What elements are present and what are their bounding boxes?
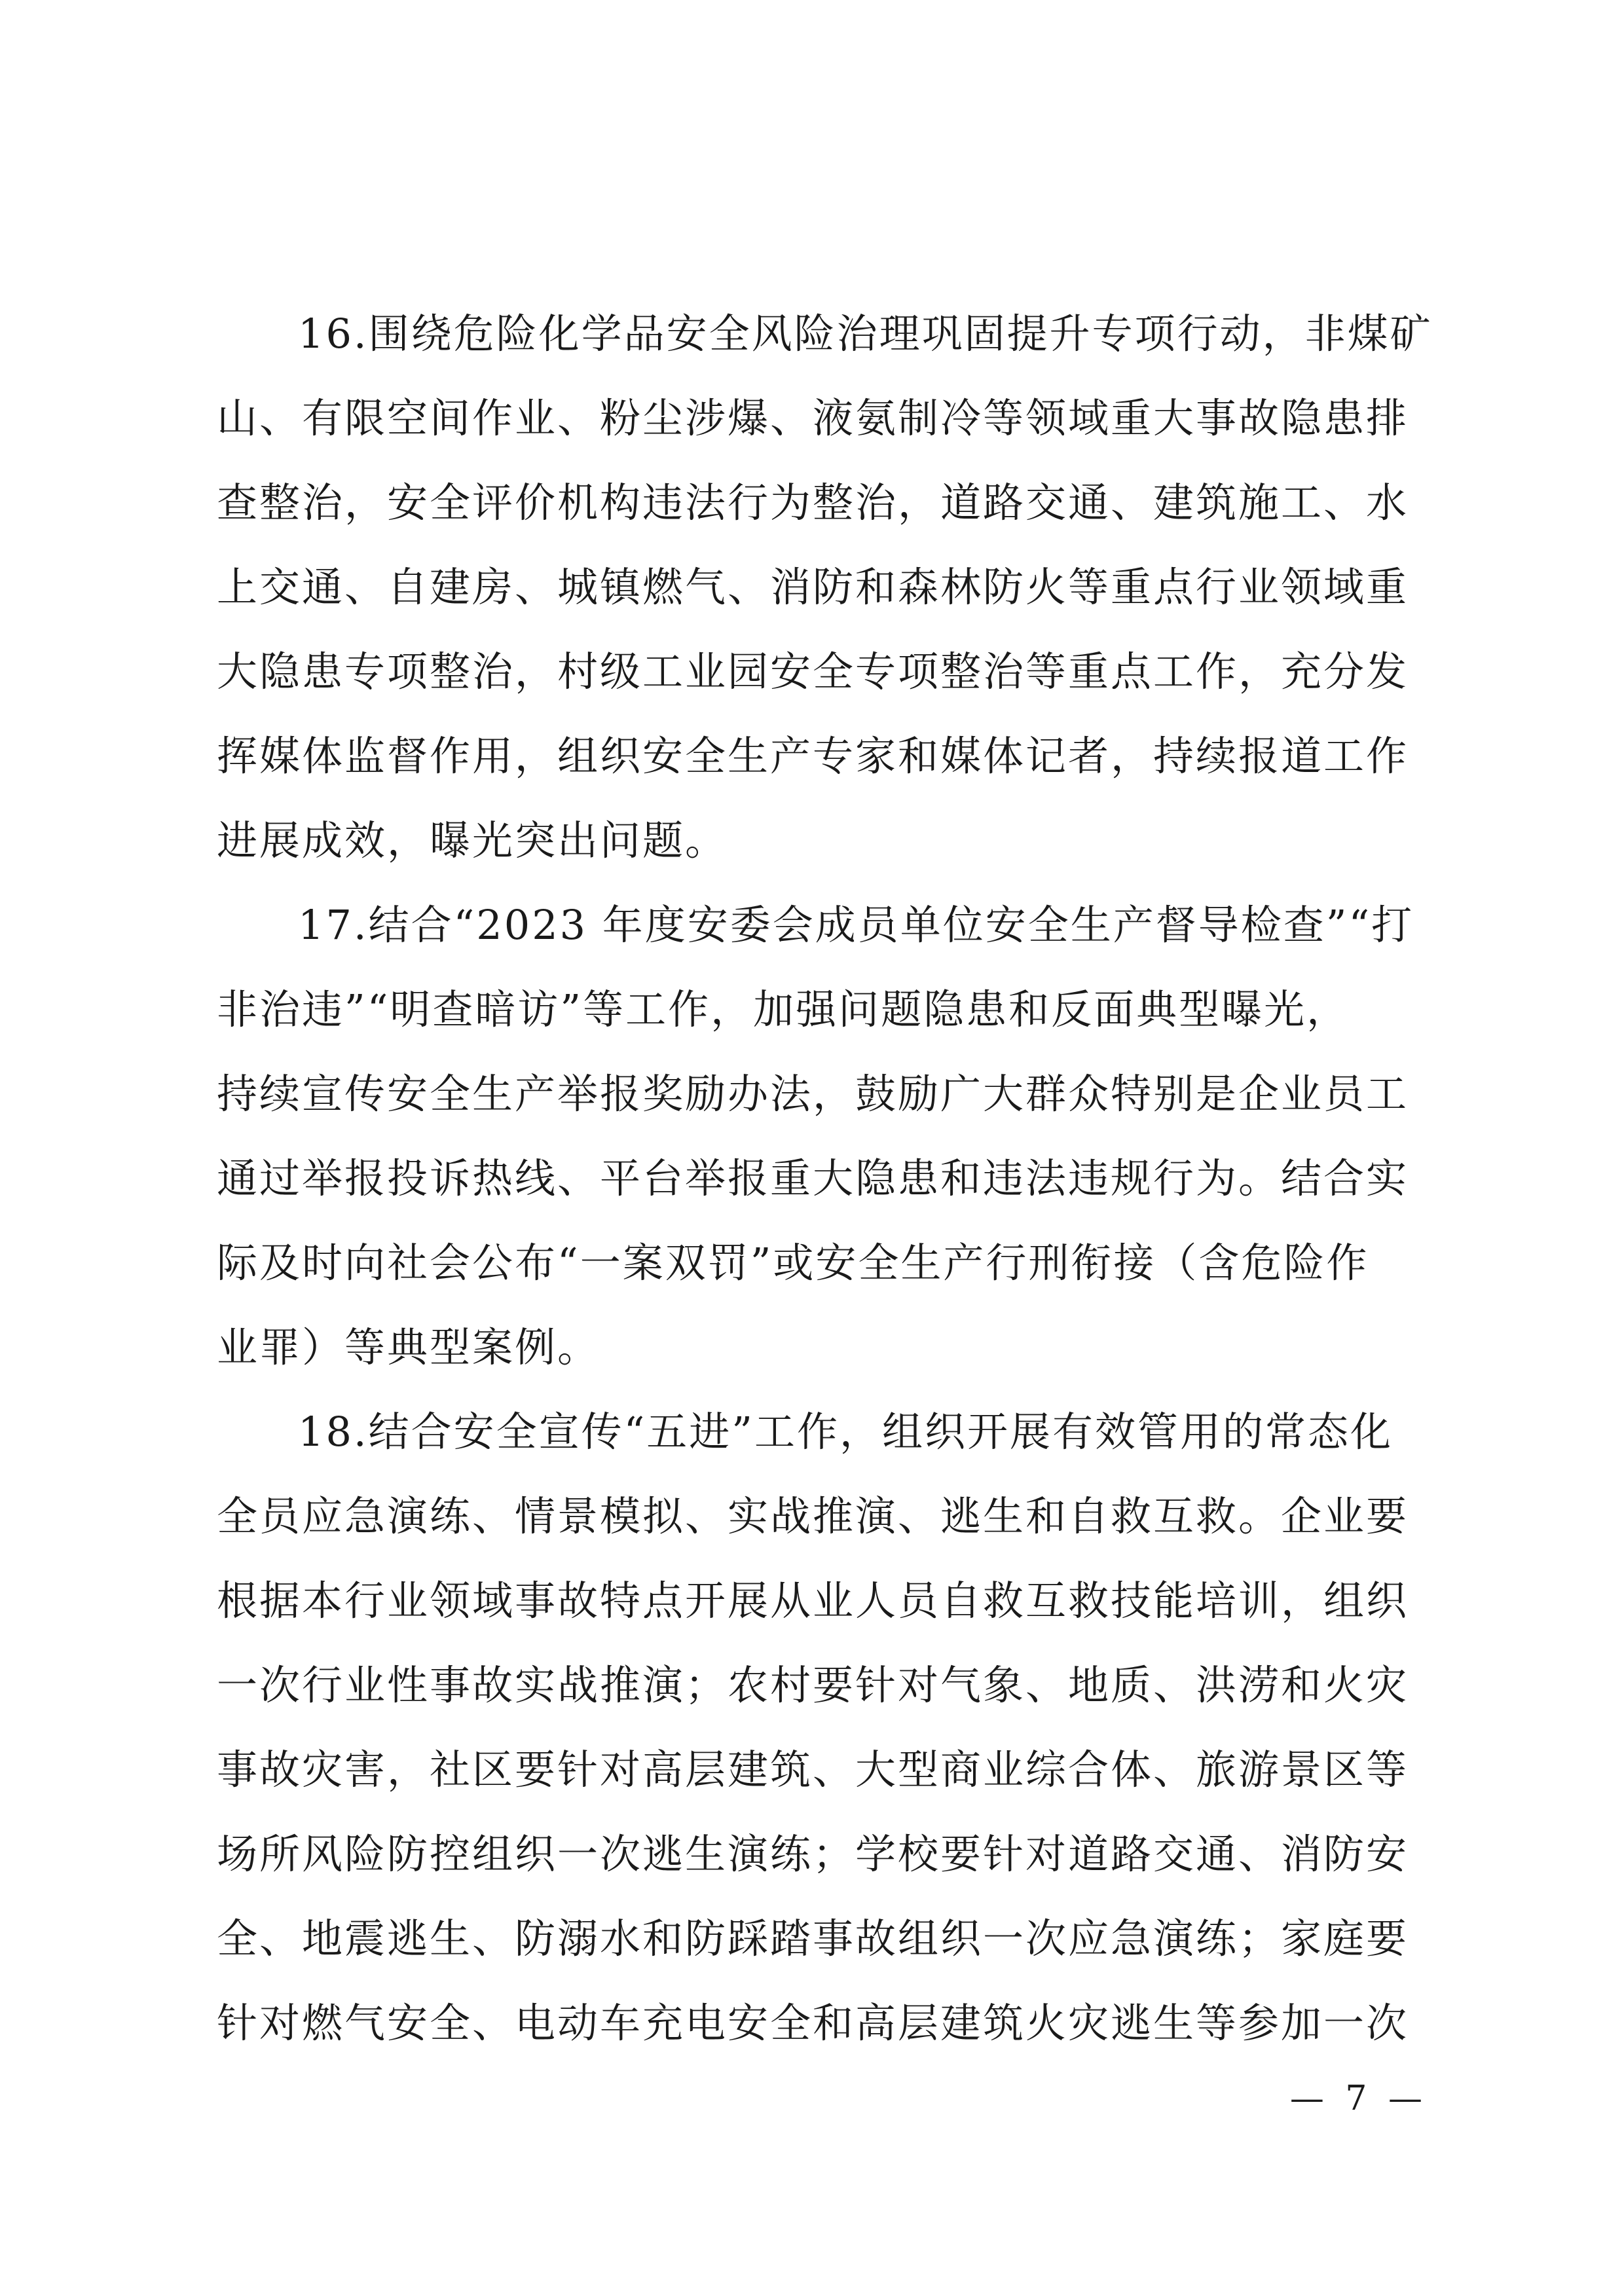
paragraph-16-line: 16.围绕危险化学品安全风险治理巩固提升专项行动，非煤矿 xyxy=(298,310,1433,358)
paragraph-17-line: 业罪）等典型案例。 xyxy=(217,1323,600,1371)
paragraph-17-line: 持续宣传安全生产举报奖励办法，鼓励广大群众特别是企业员工 xyxy=(217,1070,1409,1118)
paragraph-16-line: 山、有限空间作业、粉尘涉爆、液氨制冷等领域重大事故隐患排 xyxy=(217,394,1409,442)
body-text xyxy=(217,291,1433,2065)
paragraph-17-line: 非治违”“明查暗访”等工作，加强问题隐患和反面典型曝光， xyxy=(217,985,1350,1033)
paragraph-18-line: 18.结合安全宣传“五进”工作，组织开展有效管用的常态化 xyxy=(298,1408,1393,1456)
paragraph-16-line: 大隐患专项整治，村级工业园安全专项整治等重点工作，充分发 xyxy=(217,648,1409,695)
paragraph-18-line: 根据本行业领域事故特点开展从业人员自救互救技能培训，组织 xyxy=(217,1577,1409,1625)
paragraph-16-line: 挥媒体监督作用，组织安全生产专家和媒体记者，持续报道工作 xyxy=(217,732,1409,780)
paragraph-17-line: 通过举报投诉热线、平台举报重大隐患和违法违规行为。结合实 xyxy=(217,1154,1409,1202)
page-number: — 7 — xyxy=(1289,2079,1428,2118)
paragraph-16-line: 进展成效，曝光突出问题。 xyxy=(217,817,728,864)
paragraph-18-line: 针对燃气安全、电动车充电安全和高层建筑火灾逃生等参加一次 xyxy=(217,1999,1409,2047)
paragraph-17-line: 际及时向社会公布“一案双罚”或安全生产行刑衔接（含危险作 xyxy=(217,1239,1369,1287)
paragraph-18-line: 场所风险防控组织一次逃生演练；学校要针对道路交通、消防安 xyxy=(217,1830,1409,1878)
paragraph-18-line: 一次行业性事故实战推演；农村要针对气象、地质、洪涝和火灾 xyxy=(217,1661,1409,1709)
paragraph-18-line: 全员应急演练、情景模拟、实战推演、逃生和自救互救。企业要 xyxy=(217,1492,1409,1540)
paragraph-16-line: 查整治，安全评价机构违法行为整治，道路交通、建筑施工、水 xyxy=(217,479,1409,526)
paragraph-18-line: 全、地震逃生、防溺水和防踩踏事故组织一次应急演练；家庭要 xyxy=(217,1915,1409,1962)
paragraph-16-line: 上交通、自建房、城镇燃气、消防和森林防火等重点行业领域重 xyxy=(217,563,1409,611)
paragraph-18-line: 事故灾害，社区要针对高层建筑、大型商业综合体、旅游景区等 xyxy=(217,1746,1409,1793)
paragraph-17-line: 17.结合“2023 年度安委会成员单位安全生产督导检查”“打 xyxy=(298,901,1414,949)
